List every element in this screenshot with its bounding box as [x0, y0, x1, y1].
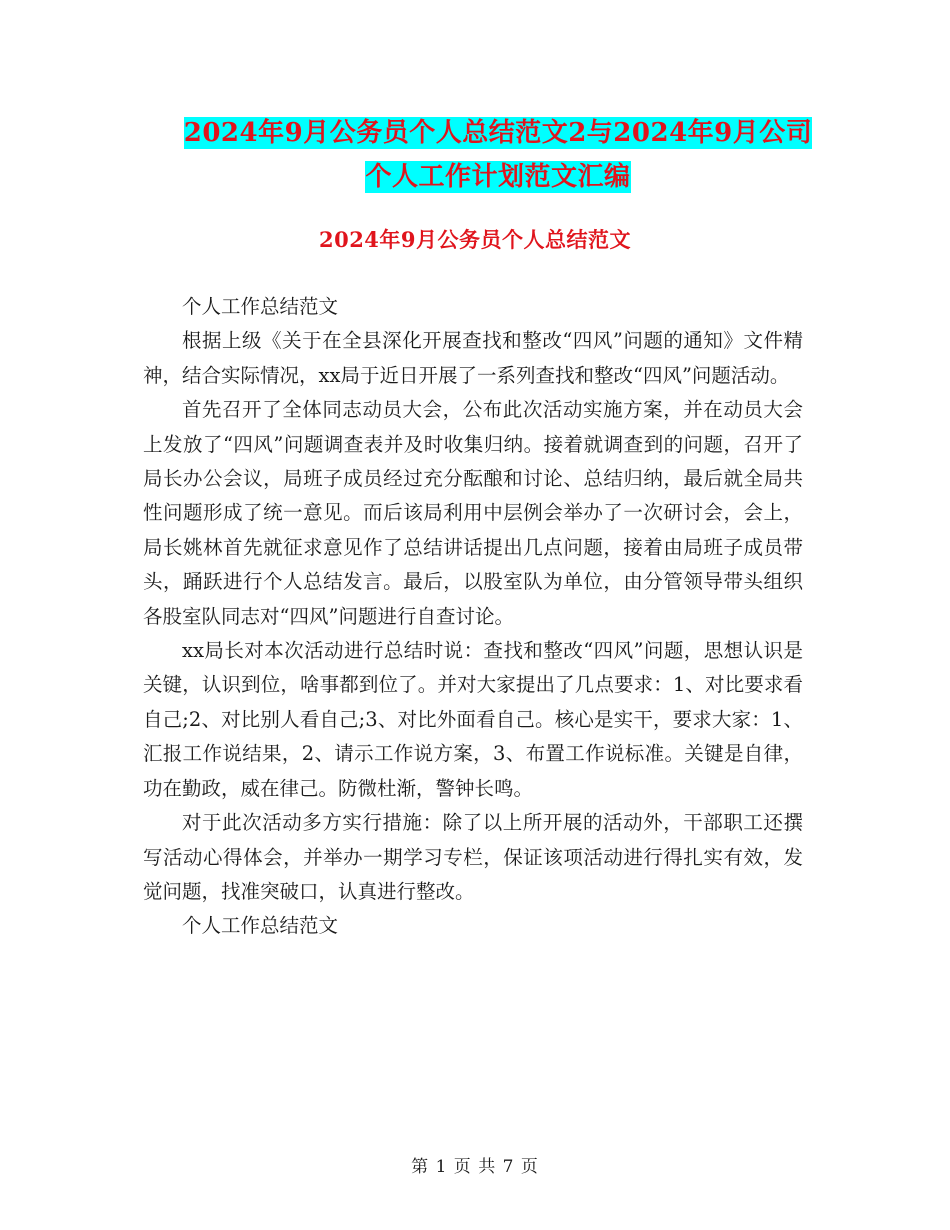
paragraph: xx局长对本次活动进行总结时说：查找和整改“四风”问题，思想认识是关键，认识到位，啥事都到位了。并对大家提出了几点要求：1、对比要求看自己;2、对比别人看自己;3、对比外面看自己。核心是实干，要求大家：1、汇报工作说结果，2、请示工作说方案，3、布置工作说标准。关键是自律，功在勤政，威在律己。防微杜渐，警钟长鸣。 [143, 639, 803, 800]
document-body [143, 290, 803, 944]
page-number-footer: 第 1 页 共 7 页 [411, 1157, 539, 1177]
paragraph: 对于此次活动多方实行措施：除了以上所开展的活动外，干部职工还撰写活动心得体会，并举办一期学习专栏，保证该项活动进行得扎实有效，发觉问题，找准突破口，认真进行整改。 [143, 811, 803, 903]
document-title-line-2 [143, 156, 853, 193]
paragraph: 根据上级《关于在全县深化开展查找和整改“四风”问题的通知》文件精神，结合实际情况，xx局于近日开展了一系列查找和整改“四风”问题活动。 [143, 329, 803, 387]
paragraph: 个人工作总结范文 [182, 295, 339, 318]
document-title-line-2-text: 个人工作计划范文汇编 [365, 162, 631, 192]
document-title-line-1-text: 2024年9月公务员个人总结范文2与2024年9月公司 [183, 118, 813, 148]
paragraph: 首先召开了全体同志动员大会，公布此次活动实施方案，并在动员大会上发放了“四风”问题调查表并及时收集归纳。接着就调查到的问题，召开了局长办公会议，局班子成员经过充分酝酿和讨论、总结归纳，最后就全局共性问题形成了统一意见。而后该局利用中层例会举办了一次研讨会，会上，局长姚林首先就征求意见作了总结讲话提出几点问题，接着由局班子成员带头，踊跃进行个人总结发言。最后，以股室队为单位，由分管领导带头组织各股室队同志对“四风”问题进行自查讨论。 [143, 398, 803, 628]
section-title: 2024年9月公务员个人总结范文 [318, 227, 632, 252]
paragraph: 个人工作总结范文 [182, 914, 339, 938]
document-title-line-1 [143, 112, 853, 149]
